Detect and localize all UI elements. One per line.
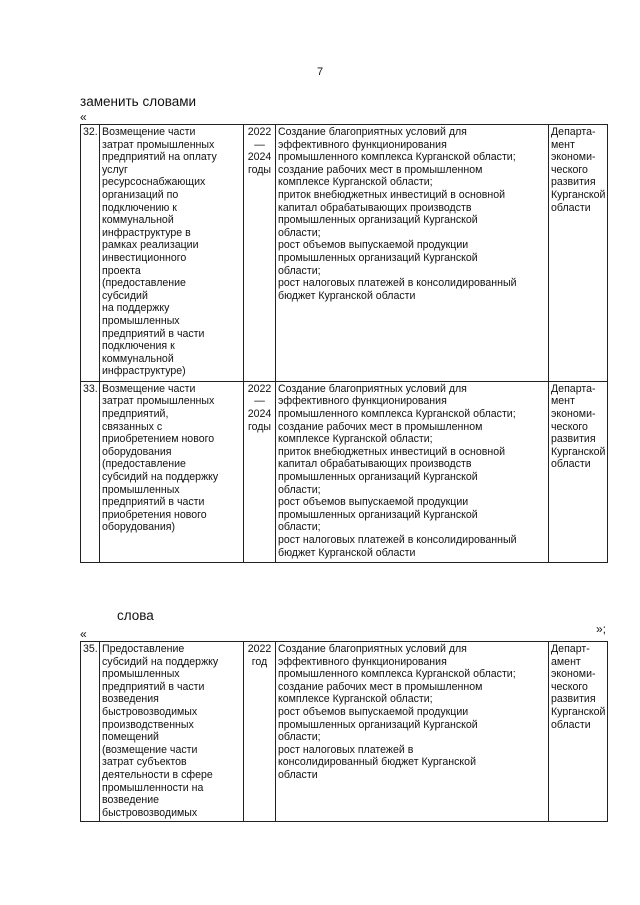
expected-results-line: области; xyxy=(278,226,321,239)
measure-name-line: быстровозводимых xyxy=(102,705,198,718)
expected-results-line: комплексе Курганской области; xyxy=(278,433,433,446)
expected-results-line: создание рабочих мест в промышленном xyxy=(278,420,483,433)
measure-name-line: услуг xyxy=(102,163,128,176)
table-old-body xyxy=(81,642,608,822)
measure-name-line: затрат промышленных xyxy=(102,138,215,151)
period-line: 2024 xyxy=(247,151,272,164)
measure-name-cell xyxy=(100,125,244,382)
responsible-department-line: ческого xyxy=(551,680,588,693)
measure-name-line: предприятий в части xyxy=(102,327,205,340)
expected-results-line: рост налоговых платежей в консолидированный xyxy=(278,277,517,290)
period-cell xyxy=(244,381,276,562)
responsible-department-line: мент xyxy=(551,395,575,408)
measure-name-line: Предоставление xyxy=(102,643,185,655)
responsible-department-line: экономи- xyxy=(551,668,596,681)
expected-results-line: области; xyxy=(278,731,321,744)
expected-results-line: рост объемов выпускаемой продукции xyxy=(278,705,469,718)
expected-results-line: Создание благоприятных условий для xyxy=(278,126,467,138)
measure-name-line: инфраструктуре в xyxy=(102,226,191,239)
period-cell xyxy=(244,125,276,382)
expected-results-line: области; xyxy=(278,264,321,277)
expected-results-cell xyxy=(276,381,549,562)
expected-results-line: промышленного комплекса Курганской области; xyxy=(278,151,516,164)
measure-name-line: (предоставление xyxy=(102,277,186,290)
expected-results-line: создание рабочих мест в промышленном xyxy=(278,163,483,176)
period-line: годы xyxy=(247,420,272,433)
period-line: 2022 xyxy=(247,643,272,655)
expected-results-line: капитал обрабатывающих производств xyxy=(278,458,472,471)
responsible-department-line: Курганской xyxy=(551,445,606,458)
open-quote-new: « xyxy=(80,110,87,124)
expected-results-line: промышленного комплекса Курганской области; xyxy=(278,408,516,421)
measure-name-line: субсидий на поддержку xyxy=(102,471,219,484)
responsible-department-line: экономи- xyxy=(551,151,596,164)
responsible-department-line: области xyxy=(551,201,591,214)
measure-name-line: предприятий на оплату xyxy=(102,151,217,164)
measure-name-line: субсидий xyxy=(102,289,148,302)
responsible-department-line: развития xyxy=(551,693,596,706)
responsible-department-line: экономи- xyxy=(551,408,596,421)
responsible-department-line: области xyxy=(551,718,591,731)
responsible-department-line: Курганской xyxy=(551,705,606,718)
expected-results-line: промышленных организаций Курганской xyxy=(278,251,478,264)
measure-name-line: возведение xyxy=(102,794,160,807)
responsible-department-line: Департа- xyxy=(551,126,596,138)
expected-results-line: бюджет Курганской области xyxy=(278,289,416,302)
responsible-department-line: Департ- xyxy=(551,643,590,655)
measure-name-line: Возмещение части xyxy=(102,126,196,138)
row-number-cell: 32. xyxy=(81,125,100,382)
measure-name-cell xyxy=(100,381,244,562)
expected-results-line: промышленных организаций Курганской xyxy=(278,508,478,521)
measure-name-line: инвестиционного xyxy=(102,251,187,264)
expected-results-line: бюджет Курганской области xyxy=(278,546,416,559)
responsible-department-line: ческого xyxy=(551,420,588,433)
expected-results-line: промышленных организаций Курганской xyxy=(278,471,478,484)
period-line: — xyxy=(254,138,265,151)
period-cell xyxy=(244,642,276,822)
responsible-department-cell xyxy=(549,642,608,822)
measure-name-line: коммунальной xyxy=(102,352,174,365)
measure-name-line: Возмещение части xyxy=(102,382,196,395)
expected-results-line: рост налоговых платежей в xyxy=(278,743,414,756)
measure-name-line: быстровозводимых xyxy=(102,806,198,819)
measure-name-line: ресурсоснабжающих xyxy=(102,176,206,189)
responsible-department-line: развития xyxy=(551,433,596,446)
responsible-department-line: развития xyxy=(551,176,596,189)
row-number-cell: 35. xyxy=(81,642,100,822)
measure-name-line: деятельности в сфере xyxy=(102,768,213,781)
period-line: 2024 xyxy=(247,408,272,421)
responsible-department-line: мент xyxy=(551,138,575,151)
table-row xyxy=(81,381,608,562)
expected-results-line: области; xyxy=(278,521,321,534)
responsible-department-cell xyxy=(549,381,608,562)
row-number-cell: 33. xyxy=(81,381,100,562)
expected-results-line: приток внебюджетных инвестиций в основной xyxy=(278,188,506,201)
measure-name-line: подключению к xyxy=(102,201,177,214)
responsible-department-cell xyxy=(549,125,608,382)
measure-name-line: оборудования) xyxy=(102,521,176,534)
measure-name-line: промышленных xyxy=(102,483,180,496)
measure-name-line: предприятий в части xyxy=(102,496,205,509)
measure-name-line: организаций по xyxy=(102,188,179,201)
measure-name-line: на поддержку xyxy=(102,302,170,315)
expected-results-line: рост объемов выпускаемой продукции xyxy=(278,496,469,509)
responsible-department-line: амент xyxy=(551,655,581,668)
measure-name-line: промышленности на xyxy=(102,781,204,794)
measure-name-line: субсидий на поддержку xyxy=(102,655,219,668)
period-line: годы xyxy=(247,163,272,176)
expected-results-line: промышленного комплекса Курганской области; xyxy=(278,668,516,681)
expected-results-line: создание рабочих мест в промышленном xyxy=(278,680,483,693)
expected-results-line: консолидированный бюджет Курганской xyxy=(278,756,476,769)
measure-name-line: промышленных xyxy=(102,668,180,681)
table-old-wording xyxy=(80,641,608,822)
expected-results-line: эффективного функционирования xyxy=(278,395,447,408)
expected-results-line: Создание благоприятных условий для xyxy=(278,643,467,655)
measure-name-line: промышленных xyxy=(102,314,180,327)
measure-name-line: затрат промышленных xyxy=(102,395,215,408)
responsible-department-line: Департа- xyxy=(551,382,596,395)
measure-name-line: производственных xyxy=(102,718,194,731)
expected-results-line: области; xyxy=(278,483,321,496)
measure-name-line: приобретением нового xyxy=(102,433,215,446)
expected-results-cell xyxy=(276,125,549,382)
expected-results-line: комплексе Курганской области; xyxy=(278,693,433,706)
expected-results-line: рост налоговых платежей в консолидированный xyxy=(278,534,517,546)
expected-results-line: промышленных организаций Курганской xyxy=(278,214,478,227)
measure-name-line: рамках реализации xyxy=(102,239,199,252)
expected-results-line: Создание благоприятных условий для xyxy=(278,382,467,395)
measure-name-line: коммунальной xyxy=(102,214,174,227)
measure-name-line: (возмещение части xyxy=(102,743,198,756)
measure-name-line: предприятий, xyxy=(102,408,169,421)
heading-words: слова xyxy=(117,608,154,623)
measure-name-line: помещений xyxy=(102,731,159,744)
expected-results-line: капитал обрабатывающих производств xyxy=(278,201,472,214)
heading-replace: заменить словами xyxy=(80,94,197,109)
table-row xyxy=(81,125,608,382)
measure-name-line: инфраструктуре) xyxy=(102,365,186,378)
expected-results-line: эффективного функционирования xyxy=(278,655,447,668)
period-line: год xyxy=(251,655,268,668)
page-number: 7 xyxy=(316,66,324,78)
measure-name-line: (предоставление xyxy=(102,458,186,471)
expected-results-line: приток внебюджетных инвестиций в основной xyxy=(278,445,506,458)
measure-name-line: затрат субъектов xyxy=(102,756,187,769)
measure-name-cell xyxy=(100,642,244,822)
measure-name-line: оборудования xyxy=(102,445,172,458)
expected-results-line: рост объемов выпускаемой продукции xyxy=(278,239,469,252)
period-line: 2022 xyxy=(247,382,272,395)
expected-results-line: эффективного функционирования xyxy=(278,138,447,151)
expected-results-cell xyxy=(276,642,549,822)
measure-name-line: проекта xyxy=(102,264,141,277)
expected-results-line: комплексе Курганской области; xyxy=(278,176,433,189)
measure-name-line: приобретения нового xyxy=(102,508,207,521)
closing-mark: »; xyxy=(596,622,607,636)
responsible-department-line: ческого xyxy=(551,163,588,176)
measure-name-line: подключения к xyxy=(102,340,175,353)
period-line: — xyxy=(254,395,265,408)
table-new-body xyxy=(81,125,608,563)
responsible-department-line: Курганской xyxy=(551,188,606,201)
table-row xyxy=(81,642,608,822)
measure-name-line: связанных с xyxy=(102,420,163,433)
expected-results-line: области xyxy=(278,768,318,781)
table-new-wording xyxy=(80,124,608,563)
period-line: 2022 xyxy=(247,126,272,138)
measure-name-line: возведения xyxy=(102,693,159,706)
open-quote-old: « xyxy=(80,627,87,641)
measure-name-line: предприятий в части xyxy=(102,680,205,693)
expected-results-line: промышленных организаций Курганской xyxy=(278,718,478,731)
responsible-department-line: области xyxy=(551,458,591,471)
